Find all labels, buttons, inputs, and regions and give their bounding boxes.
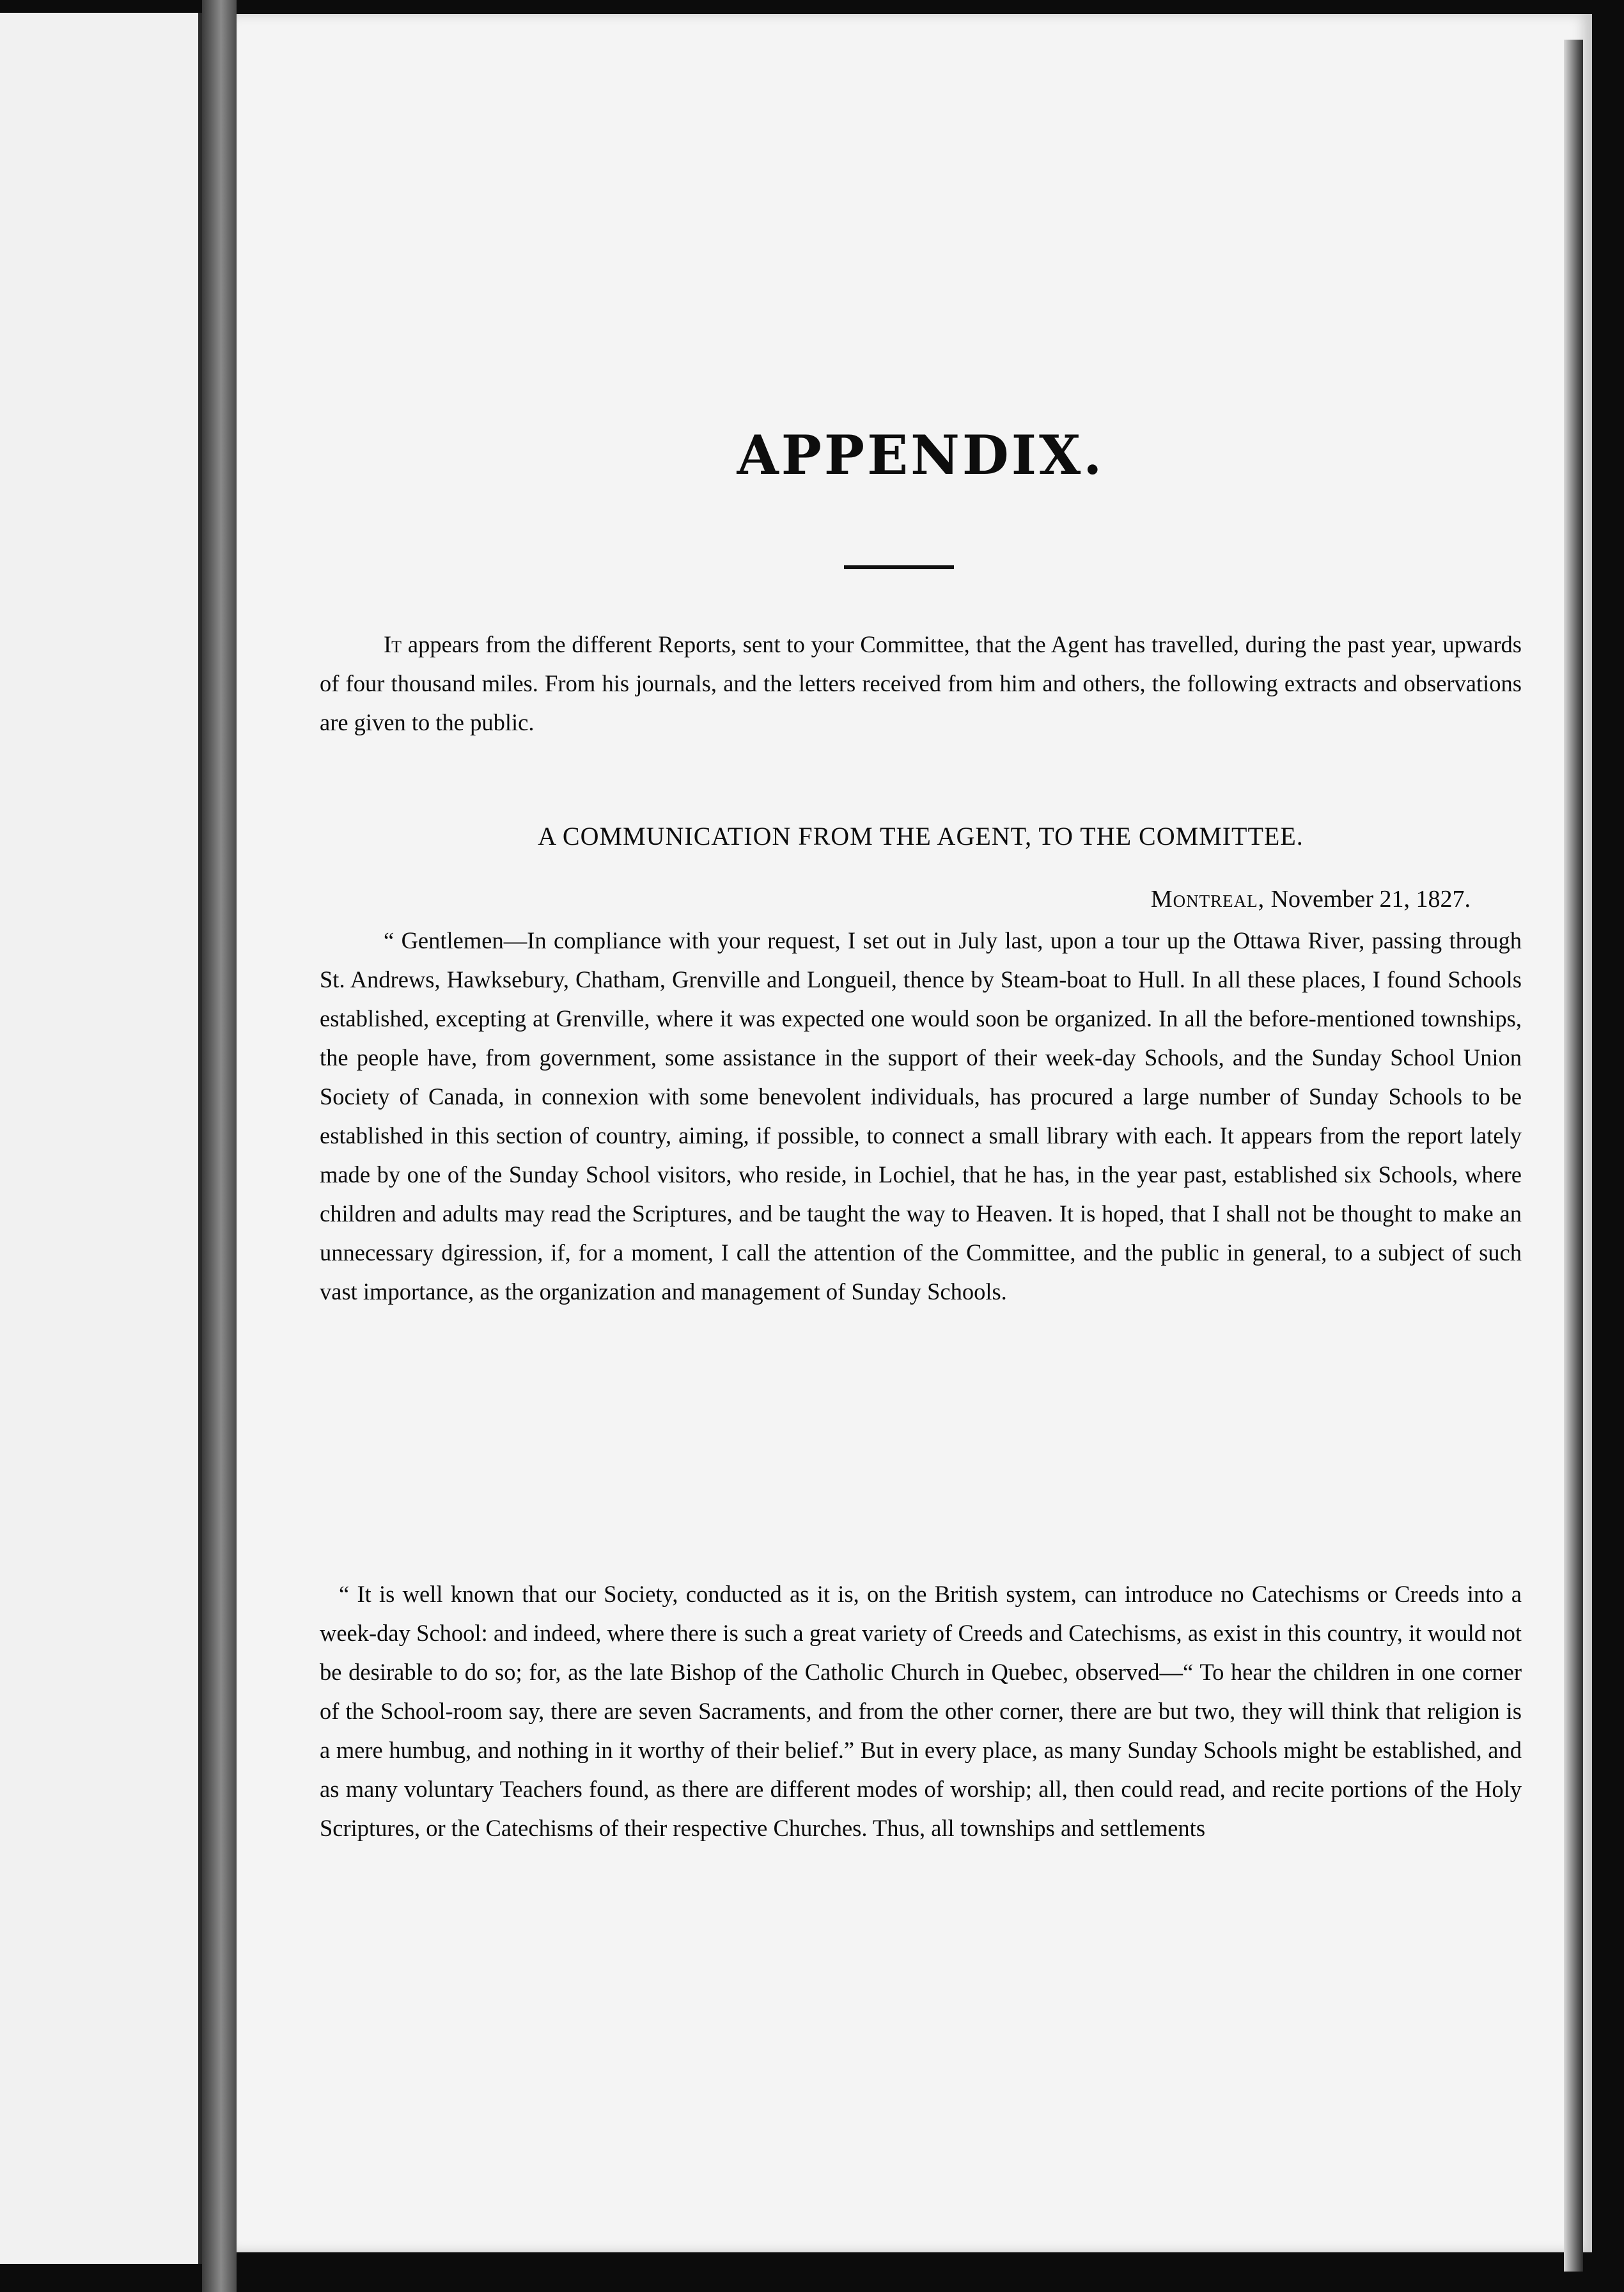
page-title: APPENDIX. — [737, 423, 1105, 487]
book-page — [237, 14, 1592, 2252]
facing-page-edge — [0, 13, 202, 2264]
intro-paragraph — [320, 625, 1522, 742]
intro-text: appears from the different Reports, sent to your Committee, that the Agent has travelled, during the past year, upwards of four thousand miles. From his journals, and the letters received from him and others, the following extracts and observations are given to the public. — [320, 631, 1522, 735]
letter-paragraph: “ Gentlemen—In compliance with your request, I set out in July last, upon a tour up the Ottawa River, passing through St. Andrews, Hawksebury, Chatham, Grenville and Longueil, thence by Steam-boat to Hull. In all these places, I found Schools established, excepting at Grenville, where it was expected one would soon be organized. In all the before-mentioned townships, the people have, from government, some assistance in the support of their week-day Schools, and the Sunday School Union Society of Canada, in connexion with some benevolent individuals, has procured a large number of Sunday Schools to be established in this section of country, aiming, if possible, to connect a small library with each. It appears from the report lately made by one of the Sunday School visitors, who reside, in Lochiel, that he has, in the year past, established six Schools, where children and adults may read the Scriptures, and be taught the way to Heaven. It is hoped, that I shall not be thought to make an unnecessary dgiression, if, for a moment, I call the attention of the Committee, and the public in general, to a subject of such vast importance, as the organization and management of Sunday Schools. — [320, 927, 1522, 1305]
section-heading: A COMMUNICATION FROM THE AGENT, TO THE COMMITTEE. — [538, 822, 1304, 851]
dateline-place: Montreal, — [1150, 886, 1265, 913]
second-paragraph: “ It is well known that our Society, conducted as it is, on the British system, can introduce no Catechisms or Creeds into a week-day School: and indeed, where there is such a great variety of Creeds and Catechisms, as exist in this country, it would not be desirable to do so; for, as the late Bishop of the Catholic Church in Quebec, observed—“ To hear the children in one corner of the School-room say, there are seven Sacraments, and from the other corner, there are but two, they will think that religion is a mere humbug, and nothing in it worthy of their belief.” But in every place, as many Sunday Schools might be established, and as many voluntary Teachers found, as there are different modes of worship; all, then could read, and recite portions of the Holy Scriptures, or the Catechisms of their respective Churches. Thus, all townships and settlements — [320, 1581, 1522, 1841]
intro-lead-word: It — [384, 631, 402, 657]
title-rule — [844, 565, 954, 569]
book-gutter — [202, 0, 237, 2292]
dateline — [320, 885, 1471, 913]
page-edge-shadow — [1564, 40, 1583, 2272]
dateline-date: November 21, 1827. — [1265, 886, 1471, 913]
